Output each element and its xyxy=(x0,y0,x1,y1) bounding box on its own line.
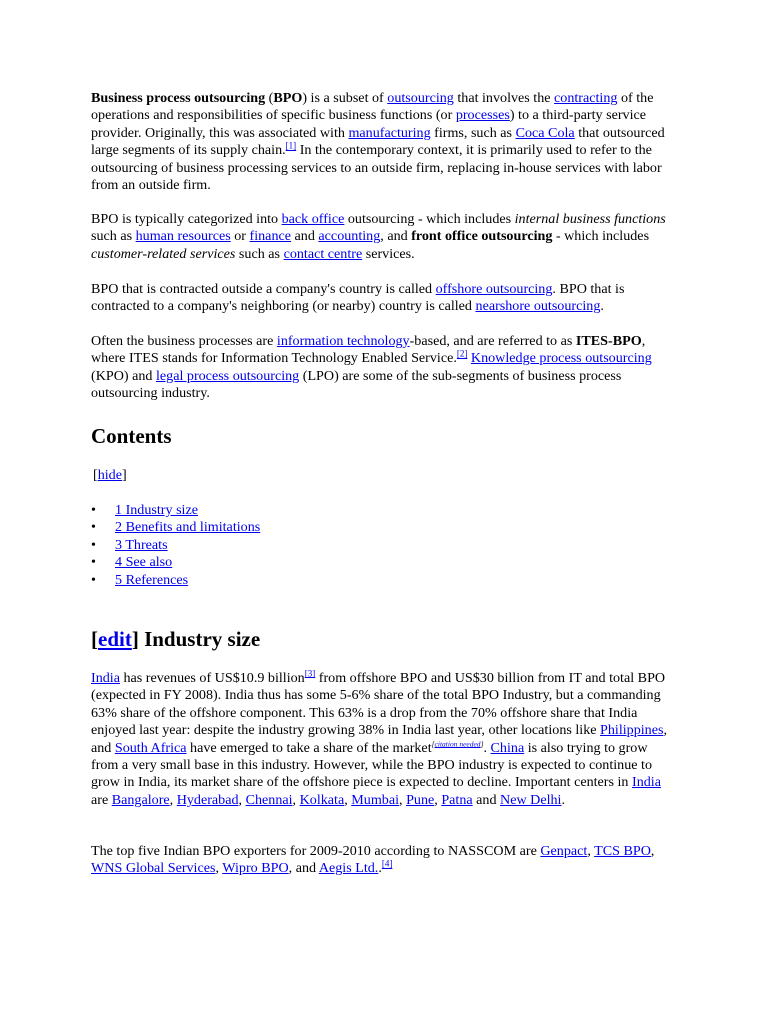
text: (LPO) are some of the sub-segments of business process outsourcing industry. xyxy=(91,367,622,402)
text: , and xyxy=(288,860,319,877)
link-human-resources[interactable]: human resources xyxy=(135,228,231,245)
text: BPO that is contracted outside a company's country is called xyxy=(91,281,436,297)
text: , xyxy=(587,843,595,859)
link-chennai[interactable]: Chennai xyxy=(245,791,293,808)
reference-2[interactable]: [2] xyxy=(456,348,468,359)
link-back-office[interactable]: back office xyxy=(281,211,345,227)
text: , xyxy=(344,791,352,808)
toc-toggle xyxy=(93,467,127,484)
text: , xyxy=(215,860,223,877)
text: services. xyxy=(362,245,415,262)
text: and xyxy=(291,228,319,245)
text: Often the business processes are xyxy=(91,333,277,349)
link-contracting[interactable]: contracting xyxy=(554,90,618,106)
text: . xyxy=(600,298,604,315)
bullet-icon: • xyxy=(91,502,96,518)
citation-needed-link[interactable]: citation needed xyxy=(434,738,481,748)
reference-4[interactable]: [4] xyxy=(381,858,393,869)
link-philippines[interactable]: Philippines xyxy=(600,722,664,739)
toc-item xyxy=(91,519,260,536)
link-accounting[interactable]: accounting xyxy=(318,228,381,245)
text: such as xyxy=(235,245,284,262)
text: firms, such as xyxy=(430,124,516,141)
text: , xyxy=(169,791,177,808)
reference-3[interactable]: [3] xyxy=(304,668,316,679)
link-contact-centre[interactable]: contact centre xyxy=(283,245,363,262)
link-aegis[interactable]: Aegis Ltd. xyxy=(318,860,379,877)
text: are xyxy=(91,791,112,808)
link-mumbai[interactable]: Mumbai xyxy=(351,791,400,808)
bullet-icon: • xyxy=(91,536,96,553)
edit-section-link[interactable]: edit xyxy=(98,627,132,651)
toc-link-references[interactable]: 5 References xyxy=(115,571,189,588)
text: , where ITES stands for Information Technology Enabled Service. xyxy=(91,333,646,367)
link-finance[interactable]: finance xyxy=(249,228,292,245)
bracket: ] xyxy=(131,627,139,651)
text: . xyxy=(561,791,566,808)
table-of-contents xyxy=(91,502,260,589)
link-offshore-outsourcing[interactable]: offshore outsourcing xyxy=(435,281,553,297)
link-india[interactable]: India xyxy=(91,670,120,686)
link-patna[interactable]: Patna xyxy=(441,791,473,808)
text: . xyxy=(483,739,491,756)
link-genpact[interactable]: Genpact xyxy=(540,843,588,859)
text: of the operations and responsibilities of specific business functions (or xyxy=(91,90,654,124)
text: , xyxy=(238,791,246,808)
text: such as xyxy=(91,228,136,245)
text: BPO is typically categorized into xyxy=(91,211,282,227)
bold-abbr: BPO xyxy=(273,90,303,106)
text: The top five Indian BPO exporters for 2009-2010 according to NASSCOM are xyxy=(91,843,541,859)
text: In the contemporary context, it is primarily used to refer to the outsourcing of business processing services to an outside firm, replacing in-house services with labor from an outside firm. xyxy=(91,142,662,194)
bracket: [ xyxy=(93,467,98,483)
section-title-text: Industry size xyxy=(138,627,261,651)
link-kpo[interactable]: Knowledge process outsourcing xyxy=(470,350,652,367)
bracket: ] xyxy=(121,467,127,483)
text: that involves the xyxy=(453,90,555,106)
link-tcs-bpo[interactable]: TCS BPO xyxy=(594,843,651,859)
text: . BPO that is contracted to a company's neighboring (or nearby) country is called xyxy=(91,281,625,315)
bracket: [ xyxy=(91,627,98,651)
link-kolkata[interactable]: Kolkata xyxy=(299,791,345,808)
link-lpo[interactable]: legal process outsourcing xyxy=(155,367,300,384)
link-wns[interactable]: WNS Global Services xyxy=(91,860,216,877)
link-nearshore-outsourcing[interactable]: nearshore outsourcing xyxy=(475,298,601,315)
text: have emerged to take a share of the market xyxy=(186,739,432,756)
toc-link-threats[interactable]: 3 Threats xyxy=(115,536,168,553)
bullet-icon: • xyxy=(91,554,96,571)
text: , xyxy=(292,791,300,808)
text: , xyxy=(399,791,407,808)
industry-size-heading xyxy=(91,626,260,652)
toc-item xyxy=(91,554,260,571)
link-new-delhi[interactable]: New Delhi xyxy=(500,791,562,808)
text: ) to a third-party service provider. Originally, this was associated with xyxy=(91,107,647,141)
link-processes[interactable]: processes xyxy=(455,107,510,124)
text: outsourcing - which includes xyxy=(344,211,515,227)
intro-paragraph-1 xyxy=(91,90,675,194)
text: , and xyxy=(380,228,412,245)
bullet-icon: • xyxy=(91,519,96,536)
text: -based, and are referred to as xyxy=(409,333,576,349)
bracket: ] xyxy=(480,738,484,748)
text: ( xyxy=(265,90,274,106)
toc-link-industry-size[interactable]: 1 Industry size xyxy=(115,502,198,518)
link-information-technology[interactable]: information technology xyxy=(276,333,410,349)
intro-paragraph-4 xyxy=(91,333,675,403)
contents-heading: Contents xyxy=(91,424,172,448)
link-hyderabad[interactable]: Hyderabad xyxy=(176,791,239,808)
text: ) is a subset of xyxy=(302,90,388,106)
text: . xyxy=(378,860,382,877)
text: , xyxy=(434,791,442,808)
toc-item xyxy=(91,537,260,554)
italic-term: internal business functions xyxy=(514,211,666,227)
text: , xyxy=(650,843,655,859)
link-outsourcing[interactable]: outsourcing xyxy=(387,90,454,106)
link-india-2[interactable]: India xyxy=(632,774,661,791)
toc-link-benefits[interactable]: 2 Benefits and limitations xyxy=(115,519,261,536)
link-wipro-bpo[interactable]: Wipro BPO xyxy=(222,860,289,877)
reference-1[interactable]: [1] xyxy=(285,140,297,151)
text: that outsourced large segments of its supply chain. xyxy=(91,124,665,159)
bold-term: front office outsourcing xyxy=(411,228,553,245)
bullet-icon: • xyxy=(91,571,96,588)
text: (KPO) and xyxy=(91,367,156,384)
bold-term: Business process outsourcing xyxy=(91,90,266,106)
link-china[interactable]: China xyxy=(490,739,525,756)
bracket: [ xyxy=(431,738,435,748)
toc-item xyxy=(91,502,260,519)
bold-term: ITES-BPO xyxy=(575,333,642,349)
hide-toc-link[interactable]: hide xyxy=(97,467,122,483)
link-pune[interactable]: Pune xyxy=(406,791,435,808)
text: or xyxy=(230,228,250,245)
toc-item xyxy=(91,572,260,589)
toc-link-see-also[interactable]: 4 See also xyxy=(115,554,173,571)
link-coca-cola[interactable]: Coca Cola xyxy=(515,124,575,141)
text: - which includes xyxy=(552,228,650,245)
intro-paragraph-3 xyxy=(91,281,675,316)
text: from offshore BPO and US$30 billion from IT and total BPO (expected in FY 2008). India thus has some 5-6% share of the total BPO Industry, but a commanding 63% share of the offshore component. This 63% is a drop from the 70% offshore share that India enjoyed last year: despite the industry growing 38% in India last year, other locations like xyxy=(91,670,666,739)
intro-paragraph-2 xyxy=(91,211,675,263)
italic-term: customer-related services xyxy=(91,245,236,262)
text: and xyxy=(472,791,501,808)
text: has revenues of US$10.9 billion xyxy=(119,670,305,686)
text: is also trying to grow from a very small base in this industry. However, while the BPO industry is expected to continue to grow in India, its market share of the offshore piece is expected to decline. Important centers in xyxy=(91,739,652,791)
link-manufacturing[interactable]: manufacturing xyxy=(348,124,431,141)
link-bangalore[interactable]: Bangalore xyxy=(111,791,170,808)
text: , and xyxy=(91,722,667,756)
industry-paragraph-1 xyxy=(91,670,675,809)
industry-paragraph-2 xyxy=(91,843,675,878)
link-south-africa[interactable]: South Africa xyxy=(114,739,187,756)
